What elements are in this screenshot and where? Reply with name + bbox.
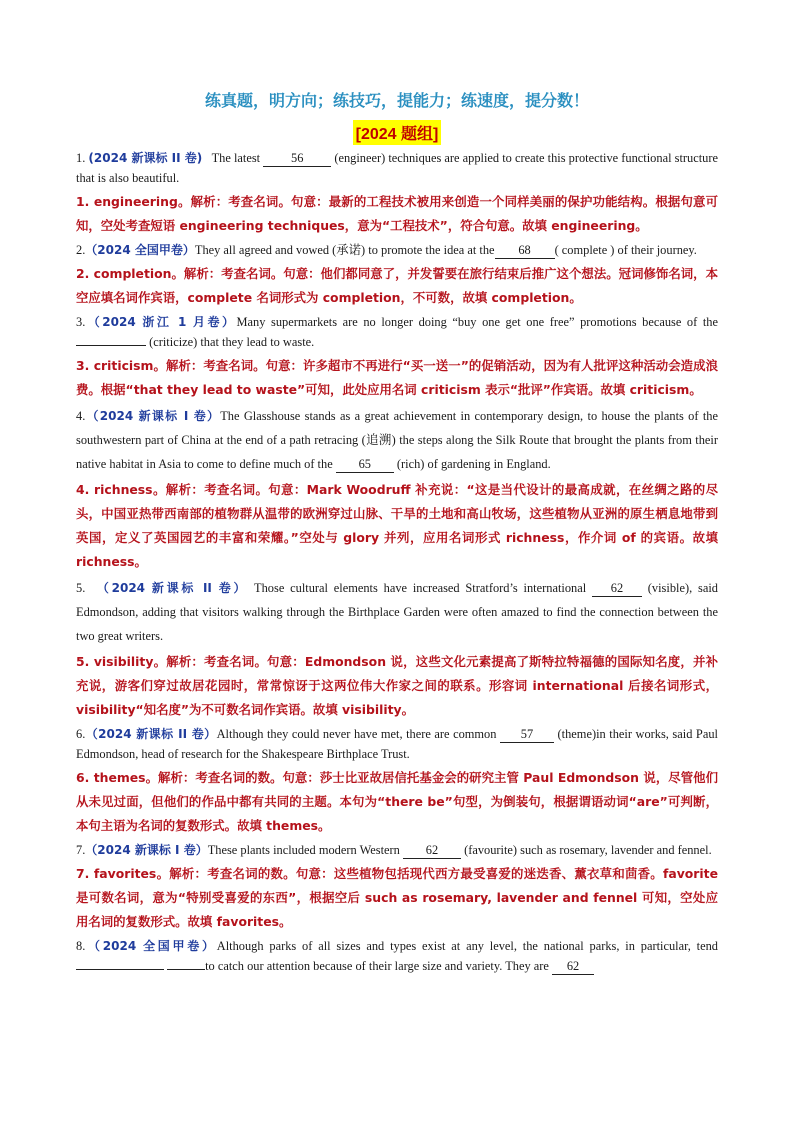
answer-blank: 68 <box>495 242 555 259</box>
question-text-after: (favourite) such as rosemary, lavender and fennel. <box>464 843 712 857</box>
question-number: 1. <box>76 151 86 165</box>
question-source: （2024 全国甲卷） <box>85 243 195 257</box>
question-number: 5. <box>76 581 86 595</box>
answer-blank: 57 <box>500 726 554 743</box>
question-text-after: to catch our attention because of their large size and variety. They are <box>205 959 549 973</box>
question-source: (2024 新课标 II 卷) <box>88 151 203 165</box>
question-text-before: Although they could never have met, there are common <box>216 727 497 741</box>
answer-blank: 56 <box>263 150 331 167</box>
question-text-after: (criticize) that they lead to waste. <box>149 335 315 349</box>
question-3 <box>76 312 718 352</box>
answer-blank <box>76 969 164 970</box>
answer-blank-extension <box>167 969 205 970</box>
question-text-before: These plants included modern Western <box>207 843 400 857</box>
answer-blank: 65 <box>336 456 394 473</box>
question-source: （2024 新课标 I 卷） <box>85 409 221 423</box>
question-number: 7. <box>76 843 86 857</box>
answer-explanation-3: 3. criticism。解析：考查名词。句意：许多超市不再进行“买一送一”的促销活动，因为有人批评这种活动会造成浪费。根据“that they lead to waste”可知，此处应用名词 criticism 表示“批评”作宾语。故填 criticism。 <box>76 358 718 397</box>
answer-blank: 62 <box>403 842 461 859</box>
question-text-before: The latest <box>211 151 261 165</box>
page-slogan: 练真题，明方向；练技巧，提能力；练速度，提分数！ <box>204 91 589 110</box>
answer-explanation-5: 5. visibility。解析：考查名词。句意：Edmondson 说，这些文化元素提高了斯特拉特福德的国际知名度，并补充说，游客们穿过故居花园时，常常惊讶于这两位伟大作家之间的联系。形容词 international 后接名词形式，visibility“知名度”为不可数名词作宾语。故填 visibility。 <box>76 654 718 717</box>
question-text-after: ( complete ) of their journey. <box>554 243 697 257</box>
question-text-before: They all agreed and vowed (承诺) to promote the idea at the <box>194 243 495 257</box>
question-7 <box>76 840 718 860</box>
question-source: （2024 全国甲卷） <box>85 939 217 953</box>
question-source: （2024 新课标 II 卷） <box>96 581 249 595</box>
answer-explanation-6: 6. themes。解析：考查名词的数。句意：莎士比亚故居信托基金会的研究主管 Paul Edmondson 说，尽管他们从未见过面，但他们的作品中都有共同的主题。本句为“there be”句型，为倒装句，根据谓语动词“are”可判断，本句主语为名词的复数形式。故填 themes。 <box>76 770 718 833</box>
question-source: （2024 新课标 I 卷） <box>85 843 208 857</box>
question-text-before: Those cultural elements have increased Stratford’s international <box>254 581 587 595</box>
answer-explanation-4: 4. richness。解析：考查名词。句意：Mark Woodruff 补充说：“这是当代设计的最高成就，在丝绸之路的尽头，中国亚热带西南部的植物群从温带的欧洲穿过山脉、干旱的土地和高山牧场，这些植物从亚洲的原生栖息地带到英国，定义了英国园艺的丰富和荣耀。”空处与 glory 并列，应用名词形式 richness，作介词 of 的宾语。故填 richness。 <box>76 482 718 569</box>
question-text-after: (engineer) techniques are applied to create this protective functional structure that is also beautiful. <box>76 151 718 185</box>
question-number: 3. <box>76 315 86 329</box>
question-text-after: (visible), said Edmondson, adding that visitors walking through the Birthplace Garden were often amazed to find the connection between the two great writers. <box>76 581 718 643</box>
answer-blank: 62 <box>592 580 642 597</box>
group-title-wrap <box>0 120 794 145</box>
question-number: 6. <box>76 727 86 741</box>
question-text-before: The Glasshouse stands as a great achievement in contemporary design, to house the plants of the southwestern part of China at the end of a path retracing (追溯) the steps along the Silk Route that brought the plants from their native habitat in Asia to come to define much of the <box>76 409 718 471</box>
answer-explanation-1: 1. engineering。解析：考查名词。句意：最新的工程技术被用来创造一个同样美丽的保护功能结构。根据句意可知，空处考查短语 engineering techniques，意为“工程技术”，符合句意。故填 engineering。 <box>76 194 718 233</box>
question-text-after: (theme)in their works, said Paul Edmondson, head of research for the Shakespeare Birthplace Trust. <box>76 727 718 761</box>
answer-explanation-7: 7. favorites。解析：考查名词的数。句意：这些植物包括现代西方最受喜爱的迷迭香、薰衣草和茴香。favorite 是可数名词，意为“特别受喜爱的东西”，根据空后 such as rosemary, lavender and fennel 可知，空处应用名词的复数形式。故填 favorites。 <box>76 866 718 929</box>
answer-explanation-2: 2. completion。解析：考查名词。句意：他们都同意了，并发誓要在旅行结束后推广这个想法。冠词修饰名词，本空应填名词作宾语，complete 名词形式为 completion，不可数，故填 completion。 <box>76 266 718 305</box>
group-title: [2024 题组] <box>353 120 442 145</box>
question-source: （2024 浙江 1 月卷） <box>85 315 237 329</box>
question-text-before: Although parks of all sizes and types exist at any level, the national parks, in particular, tend <box>216 939 718 953</box>
question-2 <box>76 240 718 260</box>
question-number: 8. <box>76 939 86 953</box>
answer-blank <box>76 345 146 346</box>
question-5 <box>76 576 718 648</box>
answer-blank-2: 62 <box>552 958 594 975</box>
question-text-after: (rich) of gardening in England. <box>396 457 551 471</box>
question-4 <box>76 404 718 476</box>
question-text-before: Many supermarkets are no longer doing “buy one get one free” promotions because of the <box>236 315 718 329</box>
question-number: 2. <box>76 243 86 257</box>
question-source: （2024 新课标 II 卷） <box>85 727 217 741</box>
question-number: 4. <box>76 409 86 423</box>
question-1 <box>76 148 718 188</box>
question-8 <box>76 936 718 976</box>
question-6 <box>76 724 718 764</box>
question-list <box>76 148 718 978</box>
